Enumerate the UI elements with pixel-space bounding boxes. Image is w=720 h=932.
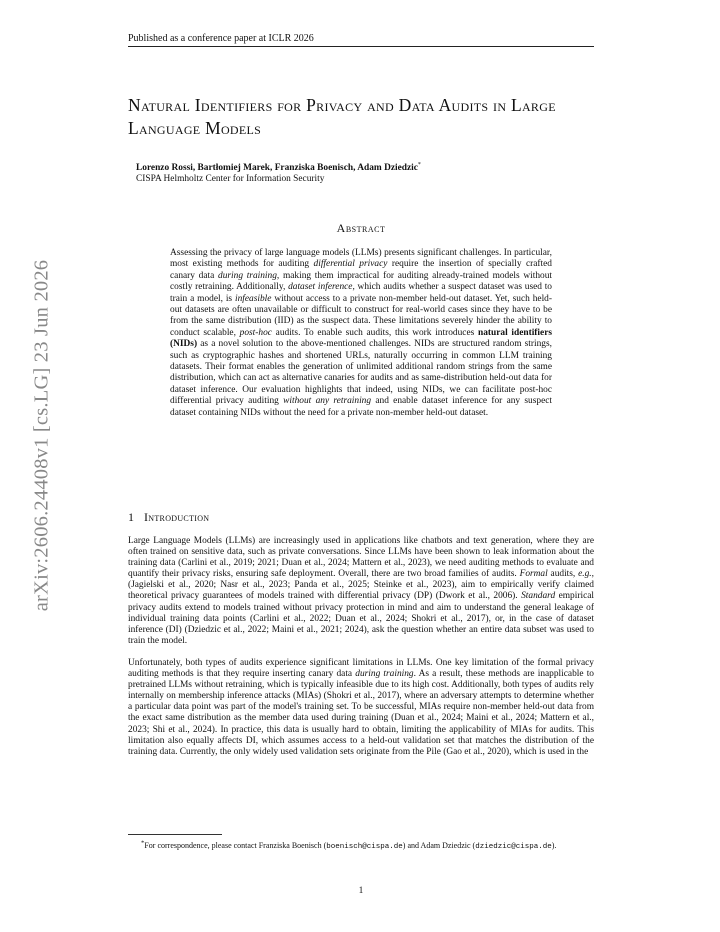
footnote-rule — [128, 834, 222, 835]
intro-paragraph-1: Large Language Models (LLMs) are increasingly used in applications like chatbots and text generation, where they are often trained on sensitive data, such as private conversations. Since LLMs have been shown to leak information about the training data (Carlini et al., 2019; 2021; Duan et al., 2024; Mattern et al., 2023), we need auditing methods to evaluate and quantify their privacy risks, ensuring safe deployment. Overall, there are two broad families of audits. Formal audits, e.g., (Jagielski et al., 2020; Nasr et al., 2023; Panda et al., 2025; Steinke et al., 2023), aim to empirically verify claimed theoretical privacy guarantees of models trained with differential privacy (DP) (Dwork et al., 2006). Standard empirical privacy audits extend to models trained without privacy protection in mind and aim to understand the general leakage of individual training data points (Carlini et al., 2022; Duan et al., 2024; Shokri et al., 2017), or, in the case of dataset inference (DI) (Dziedzic et al., 2022; Maini et al., 2021; 2024), ask the question whether an entire data subset was used to train the model. — [128, 536, 594, 646]
author-names: Lorenzo Rossi, Bartłomiej Marek, Franziska Boenisch, Adam Dziedzic — [136, 163, 418, 174]
email-link-boenisch[interactable]: boenisch@cispa.de — [326, 842, 403, 851]
paper-title: Natural Identifiers for Privacy and Data Audits in Large Language Models — [128, 95, 556, 138]
running-header: Published as a conference paper at ICLR 2026 — [128, 33, 314, 44]
page-number: 1 — [358, 886, 364, 896]
footnote-mark: * — [141, 839, 145, 846]
header-rule — [128, 46, 594, 47]
section-number: 1 — [128, 510, 134, 524]
section-title: Introduction — [144, 510, 210, 524]
author-footnote-mark: * — [417, 162, 421, 168]
abstract-text: Assessing the privacy of large language models (LLMs) presents significant challenges. In particular, most existing methods for auditing differential privacy require the insertion of specially crafted canary data during training, making them impractical for auditing already-trained models without costly retraining. Additionally, dataset inference, which audits whether a suspect dataset was used to train a model, is infeasible without access to a private non-member held-out dataset. Yet, such held-out datasets are often unavailable or difficult to construct for real-world cases since they have to be from the same distribution (IID) as the suspect data. These limitations severely hinder the ability to conduct scalable, post-hoc audits. To enable such audits, this work introduces natural identifiers (NIDs) as a novel solution to the above-mentioned challenges. NIDs are structured random strings, such as cryptographic hashes and shortened URLs, naturally occurring in common LLM training datasets. Their format enables the generation of unlimited additional random strings from the same distribution, which can act as alternative canaries for audits and as same-distribution held-out data for dataset inference. Our evaluation highlights that indeed, using NIDs, we can facilitate post-hoc differential privacy auditing without any retraining and enable dataset inference for any suspect dataset containing NIDs without the need for a private non-member held-out dataset. — [170, 248, 553, 418]
arxiv-stamp: arXiv:2606.24408v1 [cs.LG] 23 Jun 2026 — [30, 259, 53, 612]
section-heading-introduction — [128, 510, 209, 525]
author-list — [136, 162, 421, 173]
affiliation: CISPA Helmholtz Center for Information Security — [136, 174, 325, 184]
footnote: *For correspondence, please contact Franziska Boenisch (boenisch@cispa.de) and Adam Dziedzic (dziedzic@cispa.de). — [141, 839, 557, 851]
abstract-heading: Abstract — [336, 221, 386, 235]
intro-paragraph-2: Unfortunately, both types of audits experience significant limitations in LLMs. One key limitation of the formal privacy auditing methods is that they require inserting canary data during training. As a result, these methods are inapplicable to pretrained LLMs without retraining, which is typically infeasible due to its high cost. Additionally, both types of audits rely internally on membership inference attacks (MIAs) (Shokri et al., 2017), where an adversary attempts to determine whether a particular data point was part of the model's training set. To be successful, MIAs require non-member held-out data from the exact same distribution as the member data used during training (Duan et al., 2024; Maini et al., 2024; Mattern et al., 2023; Shi et al., 2024). In practice, this data is usually hard to obtain, limiting the applicability of MIAs for audits. This limitation also equally affects DI, which assumes access to a held-out validation set that matches the distribution of the training data. Currently, the only widely used validation sets originate from the Pile (Gao et al., 2020), which is used in the — [128, 658, 594, 757]
email-link-dziedzic[interactable]: dziedzic@cispa.de — [475, 842, 552, 851]
